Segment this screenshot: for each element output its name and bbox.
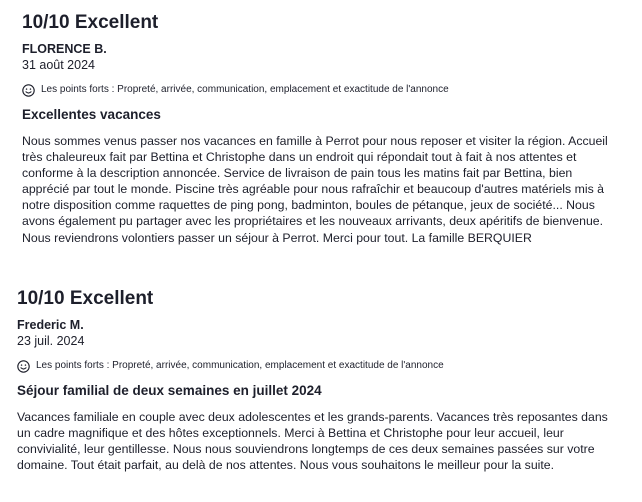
- review-highlights: [17, 359, 622, 373]
- review-title: Excellentes vacances: [22, 107, 161, 122]
- smile-icon: [17, 360, 30, 373]
- highlights-text: Les points forts : Propreté, arrivée, communication, emplacement et exactitude de l'annonce: [36, 360, 444, 371]
- highlights-text: Les points forts : Propreté, arrivée, communication, emplacement et exactitude de l'annonce: [41, 84, 449, 95]
- review-highlights: [22, 83, 622, 97]
- review-author: Frederic M.: [17, 318, 84, 332]
- review-body: Nous sommes venus passer nos vacances en famille à Perrot pour nous reposer et visiter la région. Accueil très chaleureux fait par Bettina et Christophe dans un endroit qui répondait tout à fait à nos attentes et conforme à la description annoncée. Service de livraison de pain tous les matins fait par Bettina, bien apprécié par tout le monde. Piscine très agréable pour nous rafraîchir et beaucoup d'autres matériels mis à notre disposition comme raquettes de ping pong, badminton, boules de pétanque, jeux de société... Nous avons également pu partager avec les propriétaires et les nouveaux arrivants, deux apéritifs de bienvenue. Nous reviendrons volontiers passer un séjour à Perrot. Merci pour tout. La famille BERQUIER: [22, 134, 608, 245]
- review-author: FLORENCE B.: [22, 42, 107, 56]
- smile-icon: [22, 84, 35, 97]
- review-card: [17, 276, 622, 473]
- review-score: 10/10 Excellent: [22, 12, 159, 33]
- review-card: [22, 0, 622, 246]
- review-title: Séjour familial de deux semaines en juillet 2024: [17, 383, 322, 398]
- review-score: 10/10 Excellent: [17, 288, 154, 309]
- review-date: 31 août 2024: [22, 58, 95, 72]
- review-body: Vacances familiale en couple avec deux adolescentes et les grands-parents. Vacances très reposantes dans un cadre magnifique et des hôtes exceptionnels. Merci à Bettina et Christophe pour leur accueil, leur convivialité, leur gentillesse. Nous nous souviendrons longtemps de ces deux semaines passées sur votre domaine. Tout était parfait, au delà de nos attentes. Nous vous souhaitons le meilleur pour la suite.: [17, 410, 608, 473]
- review-date: 23 juil. 2024: [17, 334, 85, 348]
